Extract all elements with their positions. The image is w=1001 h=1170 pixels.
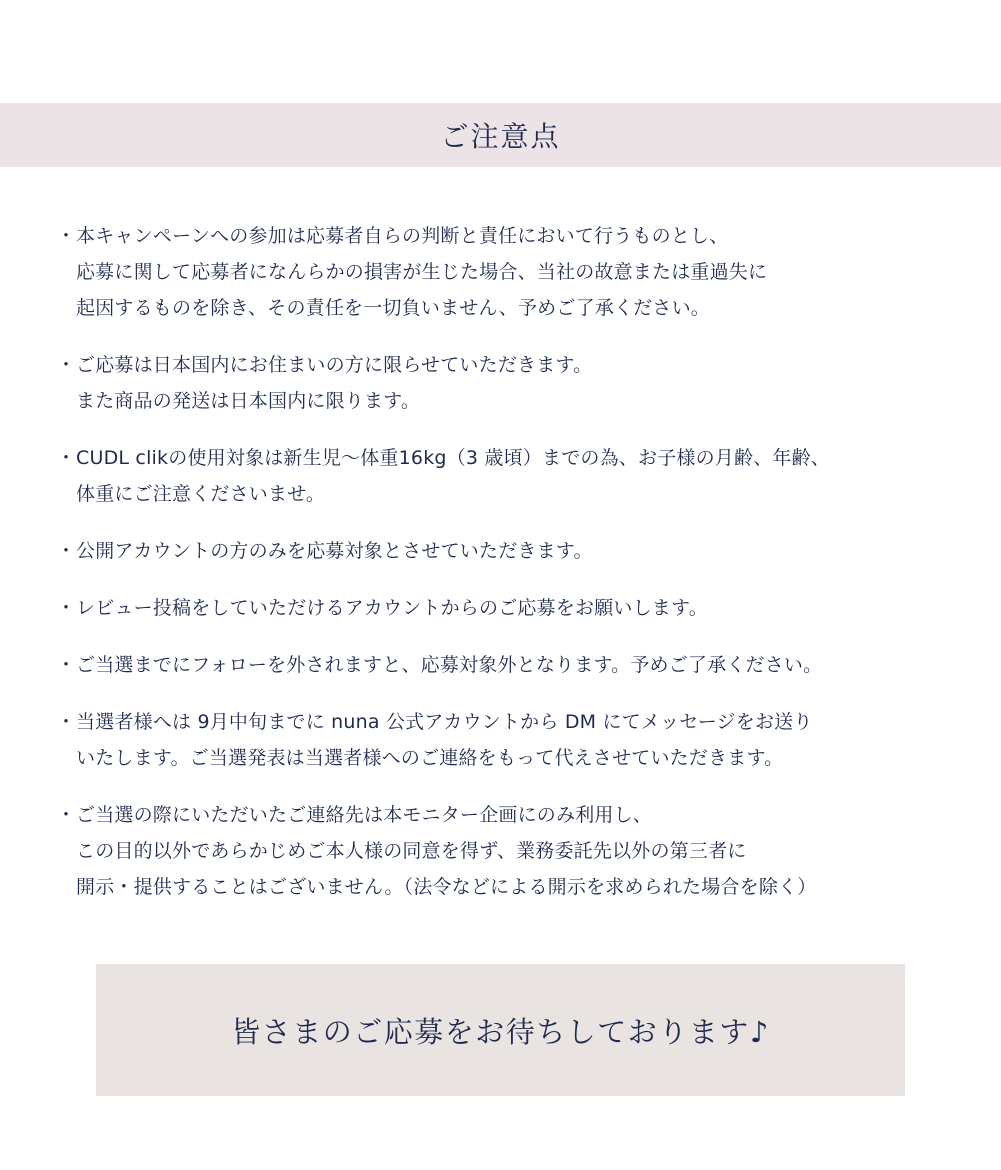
note-text xyxy=(76,533,936,569)
bullet: ・ xyxy=(56,804,76,826)
bullet: ・ xyxy=(56,654,76,676)
note-item xyxy=(56,590,936,626)
bullet: ・ xyxy=(56,447,76,469)
bullet: ・ xyxy=(56,597,76,619)
note-line: 本キャンペーンへの参加は応募者自らの判断と責任において行うものとし、 xyxy=(76,225,729,247)
note-line: 公開アカウントの方のみを応募対象とさせていただきます。 xyxy=(76,540,593,562)
note-item xyxy=(56,440,936,512)
note-line: 応募に関して応募者になんらかの損害が生じた場合、当社の故意または重過失に xyxy=(76,261,768,283)
note-line: ご当選までにフォローを外されますと、応募対象外となります。予めご了承ください。 xyxy=(76,654,823,676)
note-line: 起因するものを除き、その責任を一切負いません、予めご了承ください。 xyxy=(76,297,710,319)
note-text xyxy=(76,440,936,512)
section-title: ご注意点 xyxy=(440,120,561,153)
bullet: ・ xyxy=(56,354,76,376)
closing-message: 皆さまのご応募をお待ちしております♪ xyxy=(231,1014,770,1049)
note-item xyxy=(56,797,936,905)
note-text xyxy=(76,704,936,776)
bullet: ・ xyxy=(56,540,76,562)
bullet: ・ xyxy=(56,711,76,733)
closing-banner xyxy=(96,964,905,1096)
bullet: ・ xyxy=(56,225,76,247)
note-item xyxy=(56,347,936,419)
note-line: ご応募は日本国内にお住まいの方に限らせていただきます。 xyxy=(76,354,593,376)
note-item xyxy=(56,218,936,326)
note-item xyxy=(56,704,936,776)
section-header xyxy=(0,103,1001,167)
note-line: レビュー投稿をしていただけるアカウントからのご応募をお願いします。 xyxy=(76,597,708,619)
note-item xyxy=(56,647,936,683)
note-text xyxy=(76,797,936,905)
notes-list xyxy=(56,218,936,926)
note-line: ご当選の際にいただいたご連絡先は本モニター企画にのみ利用し、 xyxy=(76,804,653,826)
note-line: 当選者様へは 9月中旬までに nuna 公式アカウントから DM にてメッセージをお送り xyxy=(76,711,813,733)
note-line: CUDL clikの使用対象は新生児～体重16kg（3 歳頃）までの為、お子様の月齢、年齢、 xyxy=(76,447,831,469)
note-text xyxy=(76,218,936,326)
note-line: いたします。ご当選発表は当選者様へのご連絡をもって代えさせていただきます。 xyxy=(76,747,784,769)
note-line: この目的以外であらかじめご本人様の同意を得ず、業務委託先以外の第三者に xyxy=(76,840,747,862)
note-text xyxy=(76,590,936,626)
note-line: また商品の発送は日本国内に限ります。 xyxy=(76,390,421,412)
note-text xyxy=(76,347,936,419)
note-item xyxy=(56,533,936,569)
note-line: 体重にご注意くださいませ。 xyxy=(76,483,326,505)
note-text xyxy=(76,647,936,683)
note-line: 開示・提供することはございません。（法令などによる開示を求められた場合を除く） xyxy=(76,876,817,898)
